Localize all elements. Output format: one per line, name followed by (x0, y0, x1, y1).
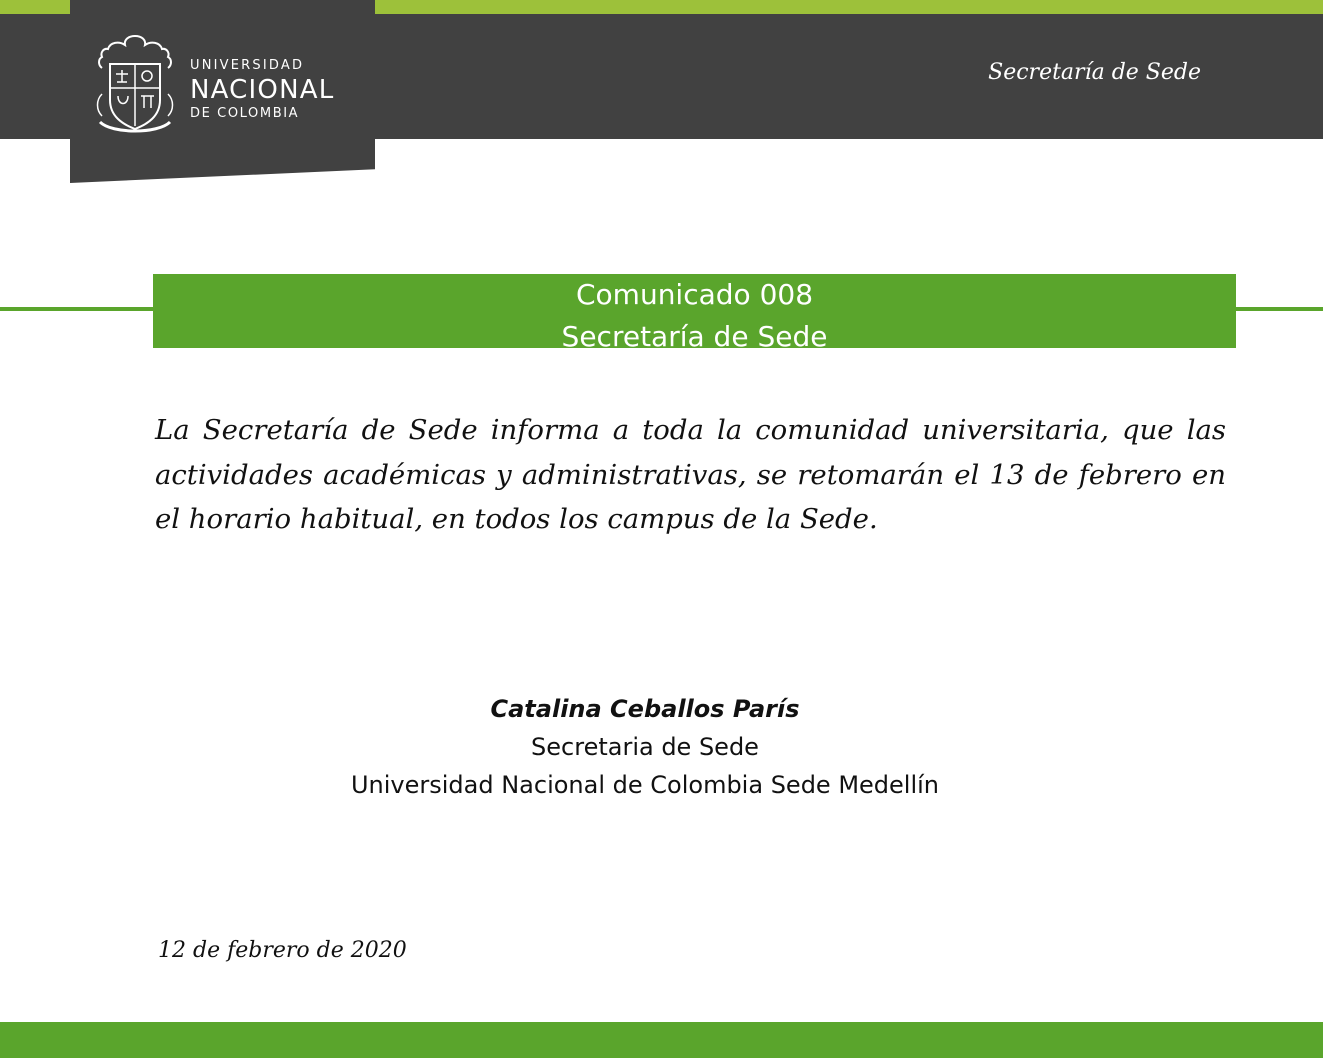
communique-banner (153, 274, 1236, 348)
communique-body: La Secretaría de Sede informa a toda la comunidad universitaria, que las actividades académicas y administrativas, se retomarán el 13 de febrero en el horario habitual, en todos los campus de la Sede. (155, 414, 1226, 535)
university-crest-icon (92, 30, 178, 140)
communique-office: Secretaría de Sede (561, 320, 828, 348)
brand-line-1: UNIVERSIDAD (190, 58, 305, 73)
footer-band (0, 1022, 1323, 1058)
brand-line-2: NACIONAL (190, 75, 335, 105)
signer-name: Catalina Ceballos París (490, 695, 800, 723)
signer-institution: Universidad Nacional de Colombia Sede Medellín (350, 771, 940, 799)
header-title: Secretaría de Sede (988, 60, 1201, 85)
signature-block (0, 690, 1290, 804)
brand-wordmark (190, 58, 334, 121)
signer-role: Secretaria de Sede (531, 733, 759, 761)
document-date: 12 de febrero de 2020 (158, 938, 407, 963)
communique-number: Comunicado 008 (575, 278, 814, 311)
brand-line-3: DE COLOMBIA (190, 106, 300, 121)
